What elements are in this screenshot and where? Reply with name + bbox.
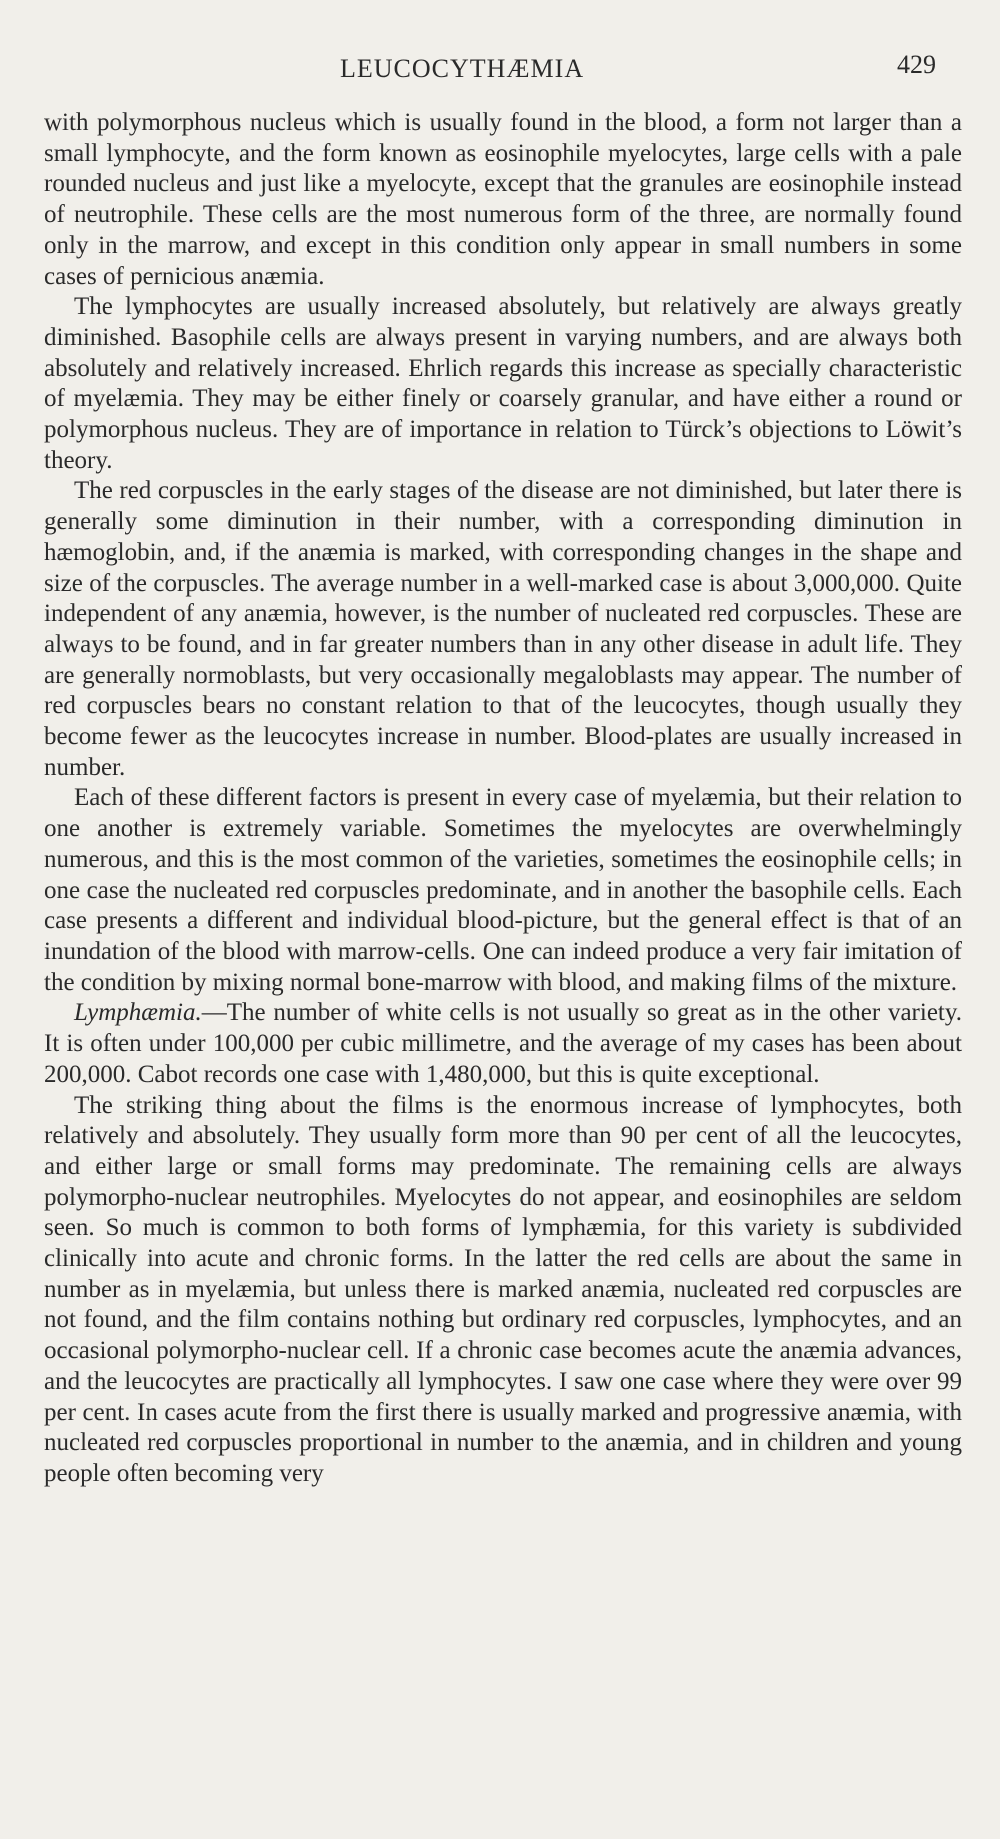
- section-heading: Lymphæmia.: [74, 999, 202, 1027]
- running-header: [0, 50, 1000, 94]
- paragraph-text: The red corpuscles in the early stages of the disease are not diminished, but later there is generally some diminution in their number, with a corresponding diminution in hæmoglobin, and, if the anæmia is marked, with corresponding changes in the shape and size of the corpuscles. The average number in a well-marked case is about 3,000,000. Quite independent of any anæmia, however, is the number of nucleated red corpuscles. These are always to be found, and in far greater numbers than in any other disease in adult life. They are generally normoblasts, but very occasionally megaloblasts may appear. The number of red corpuscles bears no constant relation to that of the leucocytes, though usually they become fewer as the leucocytes increase in number. Blood-plates are usually increased in number.: [44, 477, 962, 781]
- paragraph-text: The lymphocytes are usually increased absolutely, but relatively are always greatly diminished. Basophile cells are always present in varying numbers, and are always both absolutely and relatively increased. Ehrlich regards this increase as specially characteristic of myelæmia. They may be either finely or coarsely granular, and have either a round or polymorphous nucleus. They are of importance in relation to Türck’s objections to Löwit’s theory.: [44, 293, 962, 474]
- paragraph: [44, 476, 962, 783]
- paragraph: [44, 108, 962, 292]
- page-number: 429: [897, 50, 936, 79]
- paragraph-text: —The number of white cells is not usually so great as in the other variety. It is often under 100,000 per cubic millimetre, and the average of my cases has been about 200,000. Cabot records one case with 1,480,000, but this is quite exceptional.: [44, 999, 962, 1088]
- paragraph: [44, 1091, 962, 1490]
- paragraph: [44, 783, 962, 998]
- running-title: LEUCOCYTHÆMIA: [340, 54, 585, 83]
- paragraph: [44, 292, 962, 476]
- paragraph-text: with polymorphous nucleus which is usually found in the blood, a form not larger than a small lymphocyte, and the form known as eosinophile myelocytes, large cells with a pale rounded nucleus and just like a myelocyte, except that the granules are eosinophile instead of neutrophile. These cells are the most numerous form of the three, are normally found only in the marrow, and except in this condition only appear in small numbers in some cases of pernicious anæmia.: [44, 109, 962, 290]
- paragraph: [44, 998, 962, 1090]
- paragraph-text: The striking thing about the films is the enormous increase of lymphocytes, both relatively and absolutely. They usually form more than 90 per cent of all the leucocytes, and either large or small forms may predominate. The remaining cells are always polymorpho-nuclear neutrophiles. Myelocytes do not appear, and eosinophiles are seldom seen. So much is common to both forms of lymphæmia, for this variety is subdivided clinically into acute and chronic forms. In the latter the red cells are about the same in number as in myelæmia, but unless there is marked anæmia, nucleated red corpuscles are not found, and the film contains nothing but ordinary red corpuscles, lymphocytes, and an occasional polymorpho-nuclear cell. If a chronic case becomes acute the anæmia advances, and the leucocytes are practically all lymphocytes. I saw one case where they were over 99 per cent. In cases acute from the first there is usually marked and progressive anæmia, with nucleated red corpuscles proportional in number to the anæmia, and in children and young people often becoming very: [44, 1091, 962, 1487]
- body-text: [44, 108, 962, 1490]
- paragraph-text: Each of these different factors is present in every case of myelæmia, but their relation to one another is extremely variable. Sometimes the myelocytes are overwhelmingly numerous, and this is the most common of the varieties, sometimes the eosinophile cells; in one case the nucleated red corpuscles predominate, and in another the basophile cells. Each case presents a different and individual blood-picture, but the general effect is that of an inundation of the blood with marrow-cells. One can indeed produce a very fair imitation of the condition by mixing normal bone-marrow with blood, and making films of the mixture.: [44, 784, 962, 996]
